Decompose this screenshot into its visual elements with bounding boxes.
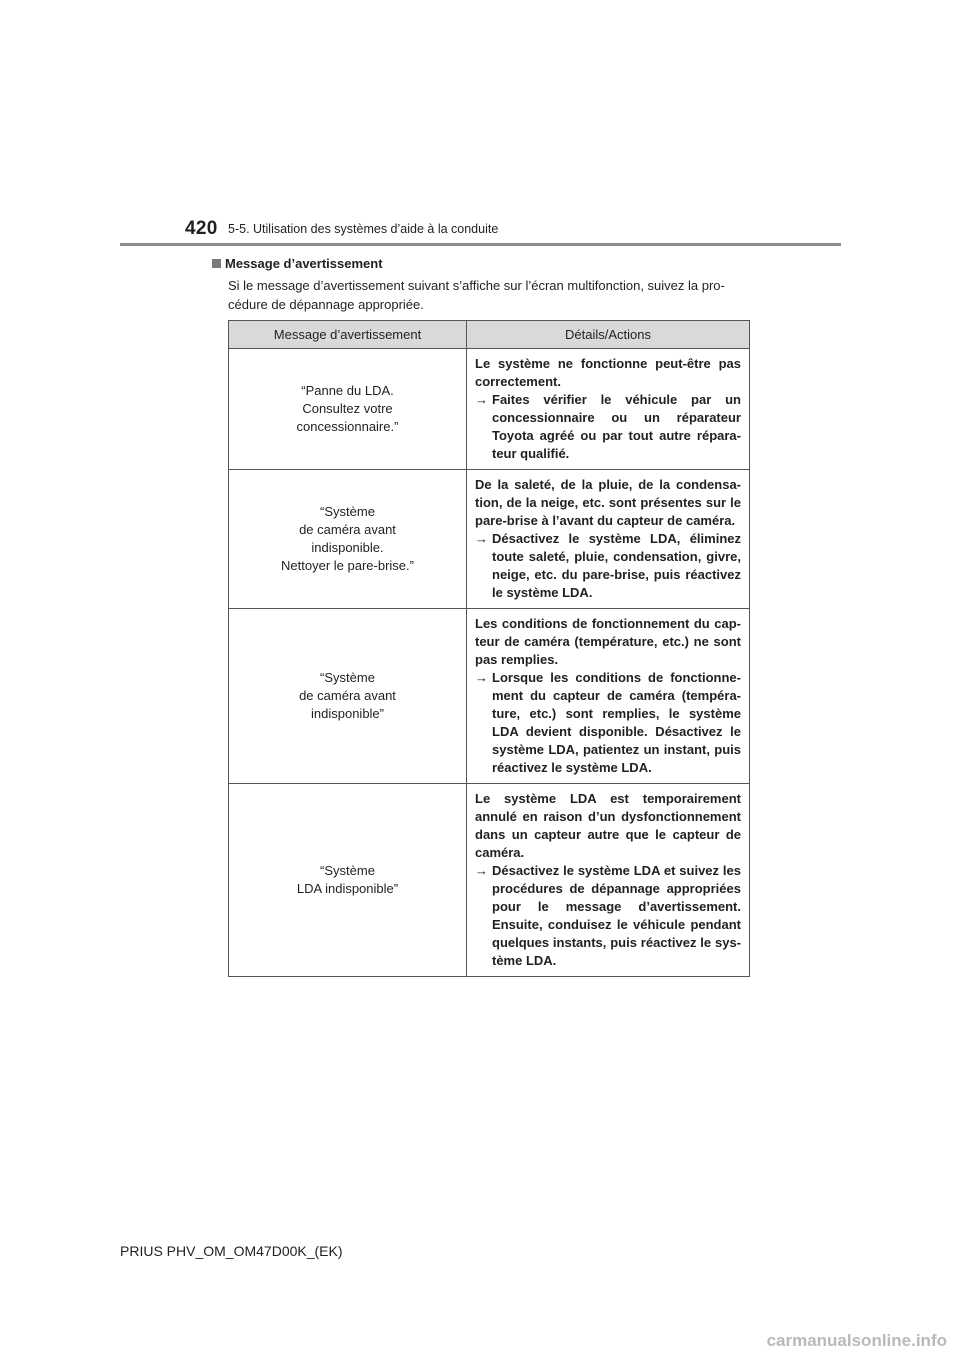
footer-doc-id: PRIUS PHV_OM_OM47D00K_(EK) bbox=[120, 1243, 343, 1259]
message-line: indisponible” bbox=[311, 706, 384, 721]
message-cell bbox=[229, 470, 467, 609]
table-header-row bbox=[229, 321, 750, 349]
details-cell bbox=[467, 349, 750, 470]
details-cell bbox=[467, 784, 750, 977]
action-item bbox=[475, 862, 741, 970]
action-item bbox=[475, 530, 741, 602]
action-text: Lorsque les conditions de fonctionne-ment du capteur de caméra (tempéra-ture, etc.) sont remplies, le système LDA devient disponible. Désactivez le système LDA, patientez un instant, puis réactivez le système LDA. bbox=[492, 670, 741, 775]
message-line: concessionnaire.” bbox=[296, 419, 399, 434]
column-header-message: Message d’avertissement bbox=[229, 321, 467, 349]
details-cell bbox=[467, 470, 750, 609]
message-line: “Système bbox=[320, 670, 375, 685]
watermark: carmanualsonline.info bbox=[766, 1331, 947, 1350]
arrow-right-icon: → bbox=[475, 670, 488, 685]
table-row bbox=[229, 784, 750, 977]
details-text: Les conditions de fonctionnement du cap-teur de caméra (température, etc.) ne sont pas remplies. bbox=[475, 616, 741, 667]
message-line: “Système bbox=[320, 863, 375, 878]
action-text: Désactivez le système LDA, éliminez toute saleté, pluie, condensation, givre, neige, etc. du pare-brise, puis réactivez le système LDA. bbox=[492, 531, 741, 600]
details-text: De la saleté, de la pluie, de la condensa-tion, de la neige, etc. sont présentes sur le pare-brise à l’avant du capteur de caméra. bbox=[475, 477, 741, 528]
section-title: 5-5. Utilisation des systèmes d’aide à la conduite bbox=[228, 222, 499, 236]
table-row bbox=[229, 349, 750, 470]
section-heading-text: Message d’avertissement bbox=[225, 256, 383, 271]
message-line: de caméra avant bbox=[299, 688, 396, 703]
message-line: de caméra avant bbox=[299, 522, 396, 537]
action-text: Désactivez le système LDA et suivez les procédures de dépannage appropriées pour le message d’avertissement. Ensuite, conduisez le véhicule pendant quelques instants, puis réactivez le sys-tème LDA. bbox=[492, 863, 741, 968]
arrow-right-icon: → bbox=[475, 531, 488, 546]
square-bullet-icon bbox=[212, 259, 221, 268]
warning-table bbox=[228, 320, 750, 977]
message-cell bbox=[229, 784, 467, 977]
message-line: Nettoyer le pare-brise.” bbox=[281, 558, 414, 573]
message-line: indisponible. bbox=[311, 540, 384, 555]
arrow-right-icon: → bbox=[475, 863, 488, 878]
page-number: 420 bbox=[185, 218, 218, 239]
table-row bbox=[229, 609, 750, 784]
message-cell bbox=[229, 349, 467, 470]
message-cell bbox=[229, 609, 467, 784]
message-line: LDA indisponible” bbox=[296, 881, 399, 896]
section-heading bbox=[212, 256, 383, 271]
details-cell bbox=[467, 609, 750, 784]
column-header-details: Détails/Actions bbox=[467, 321, 750, 349]
table-row bbox=[229, 470, 750, 609]
message-line: Consultez votre bbox=[302, 401, 393, 416]
message-line: “Panne du LDA. bbox=[301, 383, 394, 398]
details-text: Le système ne fonctionne peut-être pas correctement. bbox=[475, 356, 741, 389]
details-text: Le système LDA est temporairement annulé en raison d’un dysfonctionnement dans un capteur autre que le capteur de caméra. bbox=[475, 791, 741, 860]
action-text: Faites vérifier le véhicule par un concessionnaire ou un réparateur Toyota agréé ou par tout autre répara-teur qualifié. bbox=[492, 392, 741, 461]
action-item bbox=[475, 391, 741, 463]
header-rule bbox=[120, 243, 841, 246]
intro-paragraph: Si le message d’avertissement suivant s’affiche sur l’écran multifonction, suivez la pro-cédure de dépannage appropriée. bbox=[228, 278, 725, 312]
message-line: “Système bbox=[320, 504, 375, 519]
arrow-right-icon: → bbox=[475, 392, 488, 407]
action-item bbox=[475, 669, 741, 777]
